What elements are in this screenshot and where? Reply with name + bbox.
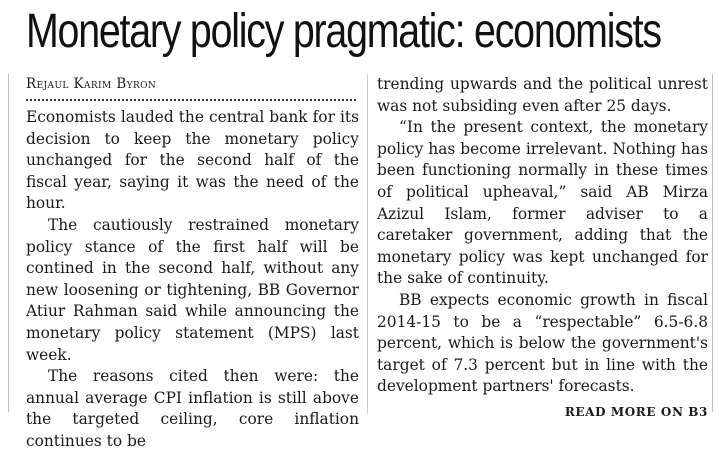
- paragraph: trending upwards and the political unrest was not subsiding even after 25 days.: [377, 75, 708, 115]
- read-more-link[interactable]: READ MORE ON B3: [564, 404, 708, 419]
- headline: Monetary policy pragmatic: economists: [26, 5, 661, 58]
- byline: Rejaul Karim Byron: [26, 76, 157, 92]
- byline-dotted-divider: [26, 99, 356, 101]
- article-column-2: [377, 74, 708, 424]
- column-separator: [367, 74, 368, 414]
- paragraph: The cautiously restrained monetary policy stance of the first half will be contined in the second half, without any new loosening or tightening, BB Governor Atiur Rahman said while announcing the monetary policy statement (MPS) last week.: [26, 215, 359, 364]
- paragraph: “In the present context, the monetary policy has become irrelevant. Nothing has been functioning normally in these times of political upheaval,” said AB Mirza Azizul Islam, former adviser to a caretaker government, adding that the monetary policy was kept unchanged for the sake of continuity.: [377, 118, 708, 288]
- left-border-rule: [8, 74, 9, 412]
- paragraph: The reasons cited then were: the annual average CPI inflation is still above the targeted ceiling, core inflation continues to be: [26, 367, 359, 450]
- right-border-rule: [712, 74, 713, 412]
- paragraph: Economists lauded the central bank for its decision to keep the monetary policy unchanged for the second half of the fiscal year, saying it was the need of the hour.: [26, 108, 359, 213]
- paragraph: BB expects economic growth in fiscal 2014-15 to be a “respectable” 6.5-6.8 percent, which is below the government's target of 7.3 percent but in line with the development partners' forecasts.: [377, 290, 708, 396]
- article-column-1: [26, 74, 359, 453]
